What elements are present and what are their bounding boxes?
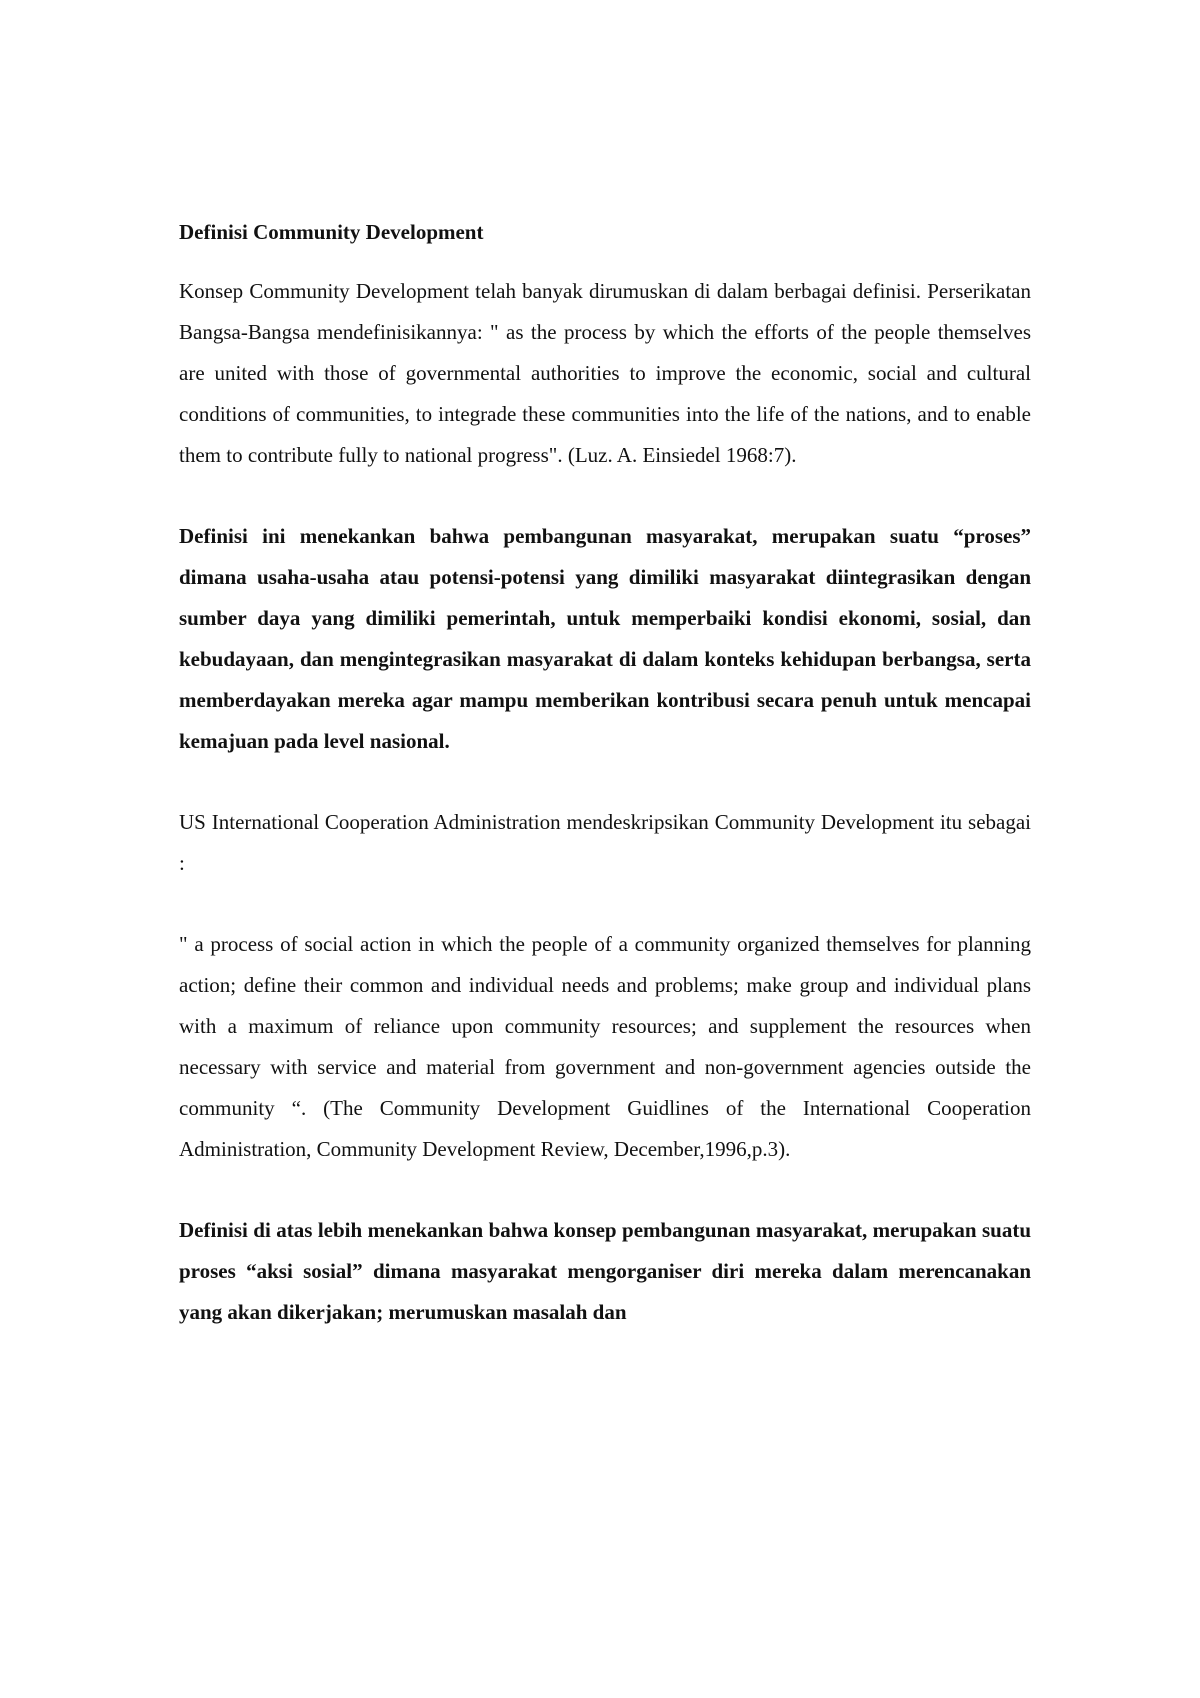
paragraph-un-explanation: Definisi ini menekankan bahwa pembangunan masyarakat, merupakan suatu “proses” dimana usaha-usaha atau potensi-potensi yang dimiliki masyarakat diintegrasikan dengan sumber daya yang dimiliki pemerintah, untuk memperbaiki kondisi ekonomi, sosial, dan kebudayaan, dan mengintegrasikan masyarakat di dalam konteks kehidupan berbangsa, serta memberdayakan mereka agar mampu memberikan kontribusi secara penuh untuk mencapai kemajuan pada level nasional. bbox=[179, 524, 1031, 753]
paragraph-us-ica-explanation: Definisi di atas lebih menekankan bahwa konsep pembangunan masyarakat, merupakan suatu proses “aksi sosial” dimana masyarakat mengorganiser diri mereka dalam merencanakan yang akan dikerjakan; merumuskan masalah dan bbox=[179, 1218, 1031, 1324]
paragraph-un-definition: Konsep Community Development telah banyak dirumuskan di dalam berbagai definisi. Perserikatan Bangsa-Bangsa mendefinisikannya: " as the process by which the efforts of the people themselves are united with those of governmental authorities to improve the economic, social and cultural conditions of communities, to integrade these communities into the life of the nations, and to enable them to contribute fully to national progress". (Luz. A. Einsiedel 1968:7). bbox=[179, 279, 1031, 467]
paragraph-us-ica-definition: " a process of social action in which the people of a community organized themselves for planning action; define their common and individual needs and problems; make group and individual plans with a maximum of reliance upon community resources; and supplement the resources when necessary with service and material from government and non-government agencies outside the community “. (The Community Development Guidlines of the International Cooperation Administration, Community Development Review, December,1996,p.3). bbox=[179, 932, 1031, 1161]
document-page bbox=[179, 212, 1031, 1333]
paragraph-us-ica-intro: US International Cooperation Administration mendeskripsikan Community Development itu sebagai : bbox=[179, 810, 1031, 875]
document-title: Definisi Community Development bbox=[179, 220, 484, 244]
